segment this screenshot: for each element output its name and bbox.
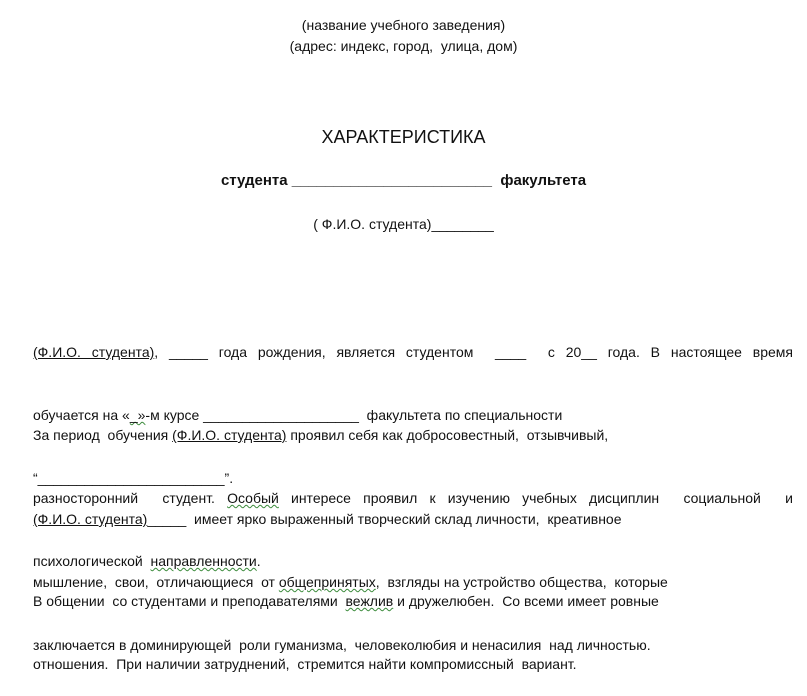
- p1-line-1: [33, 342, 793, 363]
- p3-line-2-b: , взгляды на устройство общества, которые: [375, 574, 668, 590]
- p1-line-2-b: _»: [129, 407, 146, 423]
- p3-fio: (Ф.И.О. студента): [33, 511, 148, 527]
- p3-line-1-text: _____ имеет ярко выраженный творческий склад личности, креативное: [147, 511, 622, 527]
- fio-label: ( Ф.И.О. студента): [313, 216, 432, 232]
- p2-fio: (Ф.И.О. студента): [172, 427, 287, 443]
- p1-line-2-c: -м курсе ____________________ факультета по специальности: [145, 407, 563, 423]
- p3-line-2-w: общепринятых: [278, 574, 376, 590]
- p2-line-3-w: направленности: [150, 553, 257, 569]
- p4-line-2: отношения. При наличии затруднений, стремится найти компромиссный вариант.: [33, 656, 577, 672]
- p2-line-3-a: психологической: [33, 553, 151, 569]
- subtitle-blank: ________________________: [291, 172, 492, 189]
- fio-line: [0, 215, 807, 233]
- p4-line-1-a: В общении со студентами и преподавателями: [33, 593, 346, 609]
- p2-line-3-b: .: [256, 553, 261, 569]
- p2-line-2-a: разносторонний студент.: [33, 490, 228, 506]
- institution-name: (название учебного заведения): [301, 17, 506, 33]
- p3-line-2-a: мышление, свои, отличающиеся от: [33, 574, 279, 590]
- p3-line-1: [33, 509, 793, 530]
- subtitle-line: [0, 172, 807, 190]
- p4-line-1-w: вежлив: [345, 593, 394, 609]
- p2-line-1-a: За период обучения: [33, 427, 173, 443]
- p1-line-3: “________________________”.: [33, 470, 234, 486]
- p1-line-2-a: обучается на «: [33, 407, 130, 423]
- paragraph-4: [33, 549, 793, 696]
- p4-line-1-b: и дружелюбен. Со всеми имеет ровные: [393, 593, 659, 609]
- fio-blank: ________: [431, 216, 494, 232]
- p2-line-2-w: Особый: [227, 490, 279, 506]
- p2-line-1-b: проявил себя как добросовестный, отзывчивый,: [286, 427, 609, 443]
- subtitle-student: студента: [220, 172, 288, 189]
- p1-line-1-text: , _____ года рождения, является студентом ____ с 20__ года. В настоящее время: [154, 344, 793, 360]
- p4-line-1: [33, 591, 793, 612]
- p3-line-3: заключается в доминирующей роли гуманизма, человеколюбия и ненасилия над личностью.: [33, 637, 651, 653]
- p1-fio: (Ф.И.О. студента): [33, 344, 155, 360]
- subtitle-faculty: факультета: [500, 172, 587, 189]
- document-title: ХАРАКТЕРИСТИКА: [321, 127, 486, 147]
- institution-address: (адрес: индекс, город, улица, дом): [289, 38, 518, 54]
- p2-line-1: [33, 425, 793, 446]
- p2-line-2-b: интересе проявил к изучению учебных дисциплин социальной и: [278, 490, 793, 506]
